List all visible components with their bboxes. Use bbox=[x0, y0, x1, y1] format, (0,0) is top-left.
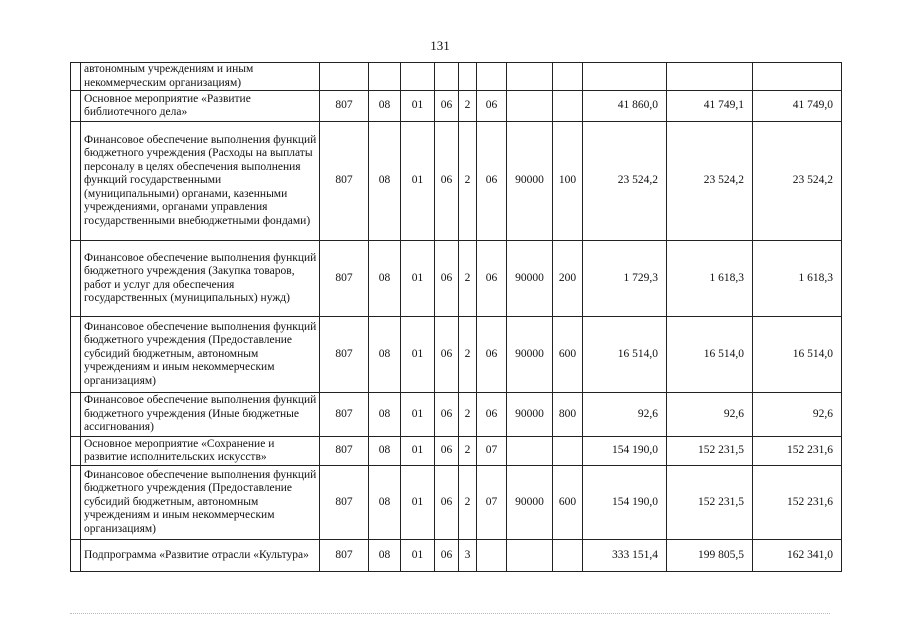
code-cell-c5: 2 bbox=[459, 91, 477, 122]
code-cell-c7: 90000 bbox=[507, 122, 553, 241]
code-cell-c2: 08 bbox=[369, 91, 401, 122]
code-cell-c4: 06 bbox=[435, 437, 459, 466]
table-row bbox=[71, 317, 842, 393]
table-row bbox=[71, 437, 842, 466]
item-name-cell: Финансовое обеспечение выполнения функций бюджетного учреждения (Предоставление субсидий бюджетным, автономным учреждениям и иным некоммерческим организациям) bbox=[81, 466, 320, 540]
blank-cell bbox=[71, 241, 81, 317]
amount-cell-v3: 41 749,0 bbox=[753, 91, 842, 122]
table-row bbox=[71, 241, 842, 317]
amount-cell-v2: 1 618,3 bbox=[667, 241, 753, 317]
blank-cell bbox=[71, 466, 81, 540]
code-cell-c4: 06 bbox=[435, 466, 459, 540]
blank-cell bbox=[71, 63, 81, 91]
code-cell-c8 bbox=[553, 91, 583, 122]
code-cell-c8: 200 bbox=[553, 241, 583, 317]
item-name-cell: Финансовое обеспечение выполнения функций бюджетного учреждения (Иные бюджетные ассигнования) bbox=[81, 393, 320, 437]
table-row bbox=[71, 466, 842, 540]
item-name-cell: автономным учреждениям и иным некоммерческим организациям) bbox=[81, 63, 320, 91]
code-cell-c1: 807 bbox=[320, 91, 369, 122]
code-cell-c3: 01 bbox=[401, 540, 435, 572]
item-name-cell: Финансовое обеспечение выполнения функций бюджетного учреждения (Предоставление субсидий бюджетным, автономным учреждениям и иным некоммерческим организациям) bbox=[81, 317, 320, 393]
code-cell-c7 bbox=[507, 540, 553, 572]
amount-cell-v3: 162 341,0 bbox=[753, 540, 842, 572]
amount-cell-v2: 16 514,0 bbox=[667, 317, 753, 393]
amount-cell-v1: 41 860,0 bbox=[583, 91, 667, 122]
amount-cell-v1 bbox=[583, 63, 667, 91]
footer-divider bbox=[70, 613, 830, 614]
code-cell-c6: 06 bbox=[477, 317, 507, 393]
code-cell-c2 bbox=[369, 63, 401, 91]
table-row bbox=[71, 63, 842, 91]
amount-cell-v2: 152 231,5 bbox=[667, 437, 753, 466]
amount-cell-v3: 92,6 bbox=[753, 393, 842, 437]
amount-cell-v1: 1 729,3 bbox=[583, 241, 667, 317]
code-cell-c3: 01 bbox=[401, 393, 435, 437]
code-cell-c5: 2 bbox=[459, 466, 477, 540]
amount-cell-v2: 23 524,2 bbox=[667, 122, 753, 241]
code-cell-c1: 807 bbox=[320, 241, 369, 317]
code-cell-c2: 08 bbox=[369, 466, 401, 540]
table-row bbox=[71, 91, 842, 122]
amount-cell-v2: 41 749,1 bbox=[667, 91, 753, 122]
amount-cell-v2: 199 805,5 bbox=[667, 540, 753, 572]
code-cell-c3: 01 bbox=[401, 91, 435, 122]
code-cell-c6: 06 bbox=[477, 122, 507, 241]
amount-cell-v2 bbox=[667, 63, 753, 91]
item-name-cell: Финансовое обеспечение выполнения функций бюджетного учреждения (Расходы на выплаты персоналу в целях обеспечения выполнения функций государственными (муниципальными) органами, казенными учреждениями, органами управления государственными внебюджетными фондами) bbox=[81, 122, 320, 241]
code-cell-c4 bbox=[435, 63, 459, 91]
blank-cell bbox=[71, 540, 81, 572]
amount-cell-v1: 16 514,0 bbox=[583, 317, 667, 393]
code-cell-c7: 90000 bbox=[507, 466, 553, 540]
code-cell-c7: 90000 bbox=[507, 241, 553, 317]
code-cell-c5: 2 bbox=[459, 317, 477, 393]
code-cell-c2: 08 bbox=[369, 317, 401, 393]
amount-cell-v1: 23 524,2 bbox=[583, 122, 667, 241]
code-cell-c2: 08 bbox=[369, 122, 401, 241]
code-cell-c8: 100 bbox=[553, 122, 583, 241]
amount-cell-v3 bbox=[753, 63, 842, 91]
code-cell-c2: 08 bbox=[369, 393, 401, 437]
amount-cell-v1: 333 151,4 bbox=[583, 540, 667, 572]
amount-cell-v1: 92,6 bbox=[583, 393, 667, 437]
blank-cell bbox=[71, 317, 81, 393]
code-cell-c1: 807 bbox=[320, 540, 369, 572]
code-cell-c6: 07 bbox=[477, 437, 507, 466]
code-cell-c3: 01 bbox=[401, 437, 435, 466]
code-cell-c8: 600 bbox=[553, 466, 583, 540]
code-cell-c8: 600 bbox=[553, 317, 583, 393]
code-cell-c7: 90000 bbox=[507, 393, 553, 437]
code-cell-c6: 06 bbox=[477, 91, 507, 122]
item-name-cell: Подпрограмма «Развитие отрасли «Культура» bbox=[81, 540, 320, 572]
code-cell-c4: 06 bbox=[435, 317, 459, 393]
code-cell-c7 bbox=[507, 63, 553, 91]
code-cell-c2: 08 bbox=[369, 241, 401, 317]
table-body bbox=[71, 63, 842, 572]
item-name-cell: Основное мероприятие «Развитие библиотечного дела» bbox=[81, 91, 320, 122]
code-cell-c1 bbox=[320, 63, 369, 91]
page-number: 131 bbox=[430, 38, 450, 53]
amount-cell-v1: 154 190,0 bbox=[583, 466, 667, 540]
code-cell-c2: 08 bbox=[369, 437, 401, 466]
code-cell-c5 bbox=[459, 63, 477, 91]
code-cell-c8: 800 bbox=[553, 393, 583, 437]
amount-cell-v2: 92,6 bbox=[667, 393, 753, 437]
code-cell-c7: 90000 bbox=[507, 317, 553, 393]
code-cell-c6: 06 bbox=[477, 241, 507, 317]
amount-cell-v3: 152 231,6 bbox=[753, 437, 842, 466]
amount-cell-v3: 1 618,3 bbox=[753, 241, 842, 317]
budget-table bbox=[70, 62, 842, 572]
code-cell-c3 bbox=[401, 63, 435, 91]
code-cell-c3: 01 bbox=[401, 466, 435, 540]
table-row bbox=[71, 540, 842, 572]
code-cell-c4: 06 bbox=[435, 91, 459, 122]
code-cell-c7 bbox=[507, 91, 553, 122]
code-cell-c1: 807 bbox=[320, 393, 369, 437]
code-cell-c5: 2 bbox=[459, 241, 477, 317]
code-cell-c1: 807 bbox=[320, 466, 369, 540]
code-cell-c4: 06 bbox=[435, 122, 459, 241]
blank-cell bbox=[71, 122, 81, 241]
code-cell-c8 bbox=[553, 540, 583, 572]
item-name-cell: Финансовое обеспечение выполнения функций бюджетного учреждения (Закупка товаров, работ и услуг для обеспечения государственных (муниципальных) нужд) bbox=[81, 241, 320, 317]
code-cell-c8 bbox=[553, 437, 583, 466]
code-cell-c1: 807 bbox=[320, 317, 369, 393]
code-cell-c4: 06 bbox=[435, 540, 459, 572]
blank-cell bbox=[71, 437, 81, 466]
amount-cell-v3: 16 514,0 bbox=[753, 317, 842, 393]
item-name-cell: Основное мероприятие «Сохранение и развитие исполнительских искусств» bbox=[81, 437, 320, 466]
code-cell-c7 bbox=[507, 437, 553, 466]
code-cell-c3: 01 bbox=[401, 122, 435, 241]
amount-cell-v3: 152 231,6 bbox=[753, 466, 842, 540]
code-cell-c1: 807 bbox=[320, 122, 369, 241]
code-cell-c8 bbox=[553, 63, 583, 91]
code-cell-c3: 01 bbox=[401, 317, 435, 393]
amount-cell-v2: 152 231,5 bbox=[667, 466, 753, 540]
blank-cell bbox=[71, 91, 81, 122]
table-row bbox=[71, 122, 842, 241]
code-cell-c6 bbox=[477, 63, 507, 91]
amount-cell-v1: 154 190,0 bbox=[583, 437, 667, 466]
code-cell-c2: 08 bbox=[369, 540, 401, 572]
code-cell-c5: 2 bbox=[459, 393, 477, 437]
code-cell-c6 bbox=[477, 540, 507, 572]
code-cell-c5: 3 bbox=[459, 540, 477, 572]
code-cell-c4: 06 bbox=[435, 241, 459, 317]
code-cell-c3: 01 bbox=[401, 241, 435, 317]
code-cell-c6: 06 bbox=[477, 393, 507, 437]
blank-cell bbox=[71, 393, 81, 437]
code-cell-c5: 2 bbox=[459, 122, 477, 241]
table-row bbox=[71, 393, 842, 437]
code-cell-c1: 807 bbox=[320, 437, 369, 466]
code-cell-c5: 2 bbox=[459, 437, 477, 466]
code-cell-c4: 06 bbox=[435, 393, 459, 437]
amount-cell-v3: 23 524,2 bbox=[753, 122, 842, 241]
code-cell-c6: 07 bbox=[477, 466, 507, 540]
